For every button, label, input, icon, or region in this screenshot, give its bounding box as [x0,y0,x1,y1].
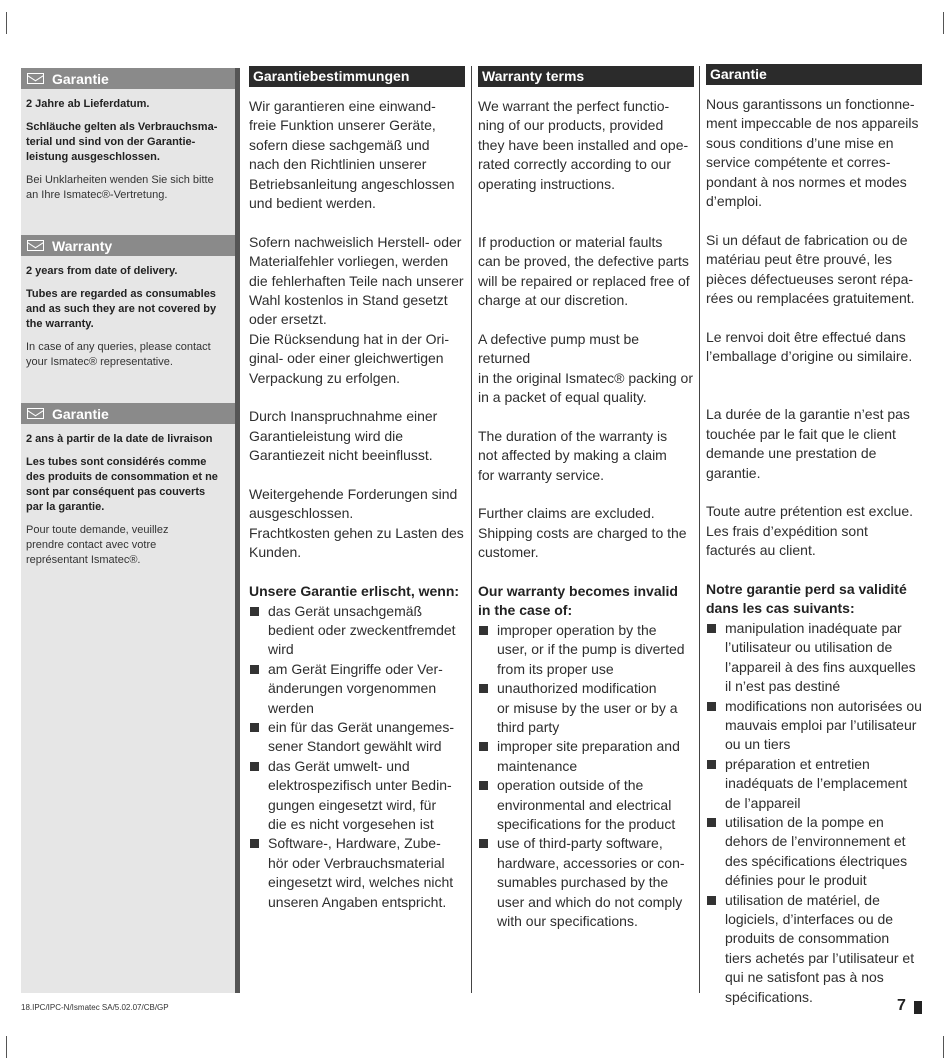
sidebar-bold-text: 2 Jahre ab Lieferdatum. [26,98,150,110]
list-item: utilisation de matériel, de logiciels, d’interfaces ou de produits de consommation tiers achetés par l’utilisateur et qui ne satisfont pas à nos spécifications. [706,891,922,1007]
column-title: Garantiebestimmungen [249,66,465,87]
paragraph: Nous garantissons un fonctionne- ment impeccable de nos appareils sous conditions d’une mise en service compétente et corres- pondant à nos normes et modes d’emploi. [706,96,919,210]
bullet-list [706,619,922,1007]
paragraph: Wir garantieren eine einwand- freie Funktion unserer Geräte, sofern diese sachgemäß und nach den Richtlinien unserer Betriebsanleitung angeschlossen und bedient werden. [249,98,455,212]
paragraph: Si un défaut de fabrication ou de matériau peut être prouvé, les pièces défectueuses seront répa- rées ou remplacées gratuitement. [706,231,915,307]
paragraph: Further claims are excluded. Shipping costs are charged to the customer. [478,505,687,561]
sidebar-bold-text: Les tubes sont considérés comme des produits de consommation et ne sont par conséquent pas couverts par la garantie. [26,456,218,513]
invalid-heading: Our warranty becomes invalid in the case of: [478,583,678,619]
column-divider [471,66,472,993]
column-de [249,66,465,912]
crop-mark-top-right [943,12,944,34]
envelope-icon [27,408,44,419]
sidebar [21,68,235,993]
sidebar-bold-text: 2 years from date of delivery. [26,265,178,277]
envelope-icon [27,73,44,84]
invalid-heading: Notre garantie perd sa validité dans les cas suivants: [706,581,907,617]
list-item: utilisation de la pompe en dehors de l’environnement et des spécifications électriques définies pour le produit [706,813,922,891]
crop-mark-bottom-left [6,1036,7,1058]
list-item: das Gerät umwelt- und elektrospezifisch unter Bedin- gungen eingesetzt wird, für die es nicht vorgesehen ist [249,757,465,835]
paragraph: A defective pump must be returned in the original Ismatec® packing or in a packet of equal quality. [478,330,693,406]
crop-mark-top-left [6,12,7,34]
list-item: improper site preparation and maintenance [478,737,694,776]
list-item: das Gerät unsachgemäß bedient oder zweckentfremdet wird [249,602,465,660]
envelope-icon [27,240,44,251]
paragraph: If production or material faults can be proved, the defective parts will be repaired or replaced free of charge at our discretion. [478,233,690,309]
list-item: use of third-party software, hardware, accessories or con- sumables purchased by the user and which do not comply with our specifications. [478,834,694,931]
list-item: unauthorized modification or misuse by the user or by a third party [478,679,694,737]
column-divider [699,66,700,993]
list-item: ein für das Gerät unangemes- sener Standort gewählt wird [249,718,465,757]
column-title: Garantie [706,64,922,85]
sidebar-title: Warranty [52,237,113,254]
crop-mark-bottom-right [943,1036,944,1058]
list-item: manipulation inadéquate par l’utilisateur ou utilisation de l’appareil à des fins auxquelles il n’est pas destiné [706,619,922,697]
sidebar-bold-text: 2 ans à partir de la date de livraison [26,433,213,445]
list-item: modifications non autorisées ou mauvais emploi par l’utilisateur ou un tiers [706,697,922,755]
sidebar-title: Garantie [52,70,109,87]
sidebar-section-de [21,68,235,203]
paragraph: La durée de la garantie n’est pas touchée par le fait que le client demande une prestation de garantie. [706,406,910,481]
paragraph: Toute autre prétention est exclue. Les frais d’expédition sont facturés au client. [706,503,914,559]
sidebar-note: Bei Unklarheiten wenden Sie sich bitte an Ihre Ismatec®-Vertretung. [26,174,214,201]
paragraph: The duration of the warranty is not affected by making a claim for warranty service. [478,427,668,483]
paragraph: Durch Inanspruchnahme einer Garantieleistung wird die Garantiezeit nicht beeinflusst. [249,408,438,464]
bullet-list [249,602,465,913]
paragraph: Weitergehende Forderungen sind ausgeschlossen. Frachtkosten gehen zu Lasten des Kunden. [249,486,464,561]
sidebar-bold-text: Schläuche gelten als Verbrauchsma- terial und sind von der Garantie- leistung ausgeschlossen. [26,121,218,163]
column-title: Warranty terms [478,66,694,87]
sidebar-divider [235,68,240,993]
column-en [478,66,694,931]
sidebar-header [21,68,235,89]
list-item: préparation et entretien inadéquats de l’emplacement de l’appareil [706,755,922,813]
sidebar-section-fr [21,403,235,568]
column-fr [706,64,922,1007]
sidebar-section-en [21,235,235,370]
list-item: Software-, Hardware, Zube- hör oder Verbrauchsmaterial eingesetzt wird, welches nicht unseren Angaben entspricht. [249,834,465,912]
sidebar-title: Garantie [52,405,109,422]
sidebar-note: Pour toute demande, veuillez prendre contact avec votre représentant Ismatec®. [26,524,169,566]
list-item: improper operation by the user, or if the pump is diverted from its proper use [478,621,694,679]
sidebar-header [21,403,235,424]
page-marker [914,1001,922,1014]
paragraph: Sofern nachweislich Herstell- oder Materialfehler vorliegen, werden die fehlerhaften Teile nach unserer Wahl kostenlos in Stand gesetzt oder ersetzt. Die Rücksendung hat in der Ori- ginal- oder einer gleichwertigen Verpackung zu erfolgen. [249,233,464,386]
bullet-list [478,621,694,932]
sidebar-bold-text: Tubes are regarded as consumables and as such they are not covered by the warranty. [26,288,217,330]
footer-code: 18.IPC/IPC-N/Ismatec SA/5.02.07/CB/GP [21,1003,169,1012]
invalid-heading: Unsere Garantie erlischt, wenn: [249,583,460,600]
list-item: operation outside of the environmental and electrical specifications for the product [478,776,694,834]
paragraph: Le renvoi doit être effectué dans l’emballage d’origine ou similaire. [706,328,913,365]
paragraph: We warrant the perfect functio- ning of our products, provided they have been installed and ope- rated correctly according to our operating instructions. [478,98,689,192]
page-number: 7 [897,997,906,1014]
list-item: am Gerät Eingriffe oder Ver- änderungen vorgenommen werden [249,660,465,718]
sidebar-note: In case of any queries, please contact your Ismatec® representative. [26,341,211,368]
sidebar-header [21,235,235,256]
